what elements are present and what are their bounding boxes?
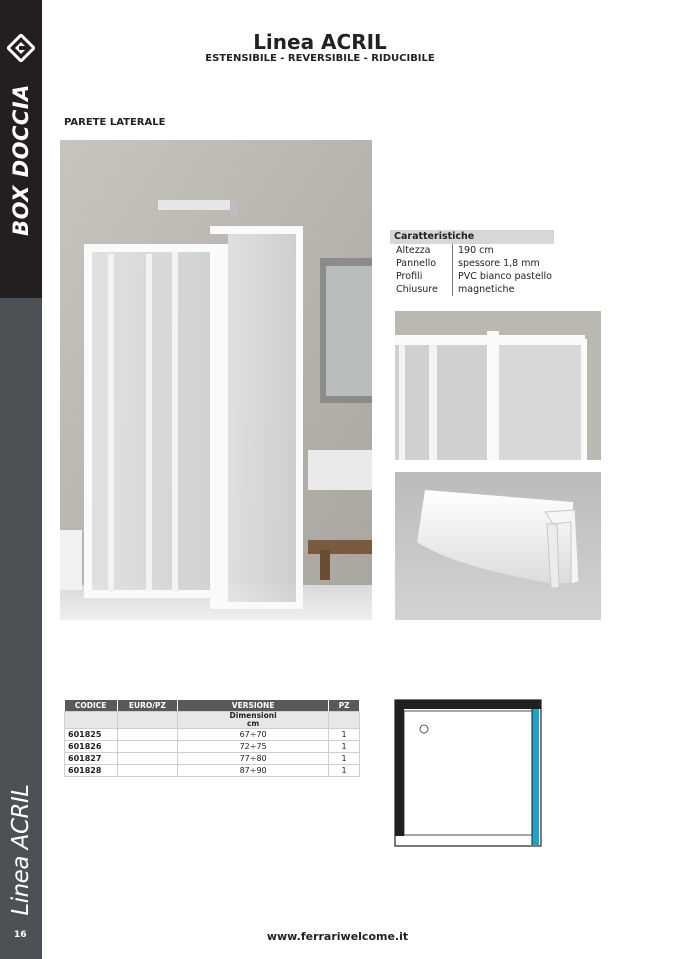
spec-row xyxy=(390,244,554,257)
specifications-table xyxy=(390,230,554,296)
cell-code: 601828 xyxy=(65,765,118,777)
table-row xyxy=(65,753,360,765)
page-title: Linea ACRIL xyxy=(253,30,387,54)
spec-row xyxy=(390,257,554,270)
page-subtitle: ESTENSIBILE - REVERSIBILE - RIDUCIBILE xyxy=(205,53,435,64)
cell-price xyxy=(117,765,177,777)
column-header-pz: PZ xyxy=(329,700,360,712)
table-subheader-row xyxy=(65,712,360,729)
cell-pz: 1 xyxy=(329,729,360,741)
cell-version: 87÷90 xyxy=(178,765,329,777)
table-header-row xyxy=(65,700,360,712)
table-row xyxy=(65,765,360,777)
cell-pz: 1 xyxy=(329,765,360,777)
version-subheader xyxy=(178,712,329,729)
cell-code: 601827 xyxy=(65,753,118,765)
spec-value: spessore 1,8 mm xyxy=(458,258,540,269)
section-title: PARETE LATERALE xyxy=(64,117,166,128)
cell-price xyxy=(117,753,177,765)
version-subheader-line1: Dimensioni xyxy=(229,711,277,720)
spec-value: 190 cm xyxy=(458,245,494,256)
cell-code: 601826 xyxy=(65,741,118,753)
cell-pz: 1 xyxy=(329,753,360,765)
column-header-version: VERSIONE xyxy=(178,700,329,712)
spec-row xyxy=(390,283,554,296)
spec-key: Altezza xyxy=(390,244,453,257)
profile-detail-photo xyxy=(395,472,601,620)
page-number: 16 xyxy=(14,930,27,940)
corner-detail-photo xyxy=(395,311,601,460)
cell-price xyxy=(117,729,177,741)
side-panel-highlight xyxy=(532,709,539,845)
cell-code: 601825 xyxy=(65,729,118,741)
shower-enclosure-photo xyxy=(60,140,372,620)
column-header-price: EURO/PZ xyxy=(117,700,177,712)
spec-row xyxy=(390,270,554,283)
ferrari-welcome-logo-icon xyxy=(7,34,35,62)
footer-website-url[interactable]: www.ferrariwelcome.it xyxy=(266,930,409,943)
shower-plan-diagram xyxy=(394,699,542,847)
spec-key: Profili xyxy=(390,270,453,283)
specifications-header: Caratteristiche xyxy=(390,230,554,244)
cell-version: 72÷75 xyxy=(178,741,329,753)
column-header-code: CODICE xyxy=(65,700,118,712)
spec-key: Chiusure xyxy=(390,283,453,296)
version-subheader-line2: cm xyxy=(246,719,260,728)
cell-price xyxy=(117,741,177,753)
product-codes-table xyxy=(64,700,360,777)
table-row xyxy=(65,741,360,753)
cell-pz: 1 xyxy=(329,741,360,753)
sidebar-category-label: BOX DOCCIA xyxy=(9,84,33,236)
spec-value: PVC bianco pastello xyxy=(458,271,552,282)
cell-version: 77÷80 xyxy=(178,753,329,765)
cell-version: 67÷70 xyxy=(178,729,329,741)
spec-key: Pannello xyxy=(390,257,453,270)
spec-value: magnetiche xyxy=(458,284,515,295)
sidebar-line-label: Linea ACRIL xyxy=(8,784,34,916)
table-row xyxy=(65,729,360,741)
